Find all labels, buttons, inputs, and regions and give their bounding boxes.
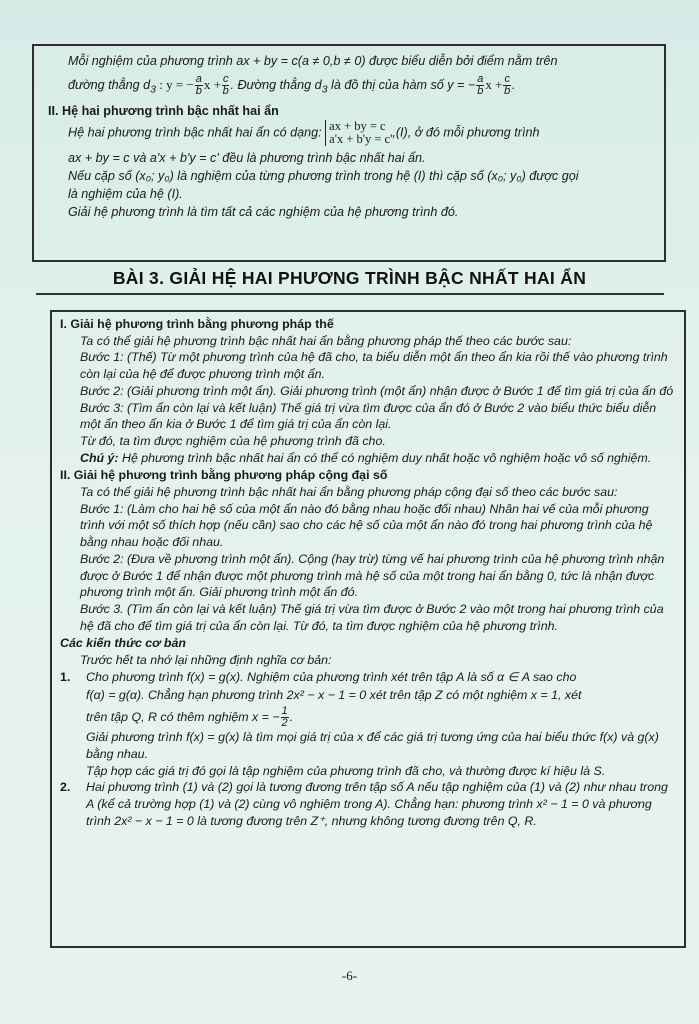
fraction-one-half: $\frac{1}{2}$ — [281, 705, 288, 730]
line-system-form: Hệ hai phương trình bậc nhất hai ẩn có dạng: ax + by = c a'x + b'y = c' ,(I), ở đó mỗi phương trình — [68, 119, 540, 147]
para-note: Chú ý: Hệ phương trình bậc nhất hai ẩn có thể có nghiệm duy nhất hoặc vô nghiệm hoặc vô số nghiệm. — [80, 450, 652, 465]
para-substitution-step1: Bước 1: (Thế) Từ một phương trình của hệ đã cho, ta biểu diễn một ẩn theo ẩn kia rồi thế vào phương trình còn lại của hệ để được phương trình một ẩn. — [80, 350, 668, 382]
line-solve-definition: Giải hệ phương trình là tìm tất cả các nghiệm của hệ phương trình đó. — [68, 205, 459, 220]
para-addition-step2: Bước 2: (Đưa về phương trình một ẩn). Cộng (hay trừ) từng vế hai phương trình của hệ phương trình nhận được ở Bước 1 để nhận được một phương trình mà hệ số của một trong hai ẩn bằng 0, tức là nhận được phương trình một ẩn. Giải phương trình một ẩn đó. — [80, 551, 665, 600]
item1-line3: trên tập Q, R có thêm nghiệm x = − $\frac{1}{2}$ . — [86, 705, 294, 730]
item2-text: Hai phương trình (1) và (2) gọi là tương đương trên tập số A nếu tập nghiệm của (1) và (2) như nhau trong A (kể cả trường hợp (1) và (2) cùng vô nghiệm trong A). Chẳng hạn: phương trình x² − 1 = 0 và phương trình 2x² − x − 1 = 0 là tương đương trên Z⁺, nhưng không tương đương trên Q, R. — [86, 780, 668, 828]
line-line-equation: đường thẳng $d_3$ : y = − $\frac{a}{b}$ x + $\frac{c}{b}$ . Đường thẳng $d_3$ là đồ thị của hàm số y = − $\frac{a}{b}$ x + $\frac{c}{b}$ . — [68, 73, 516, 97]
list-item-1: 1. Cho phương trình f(x) = g(x). Nghiệm của phương trình xét trên tập A là số α ∈ A sao cho f(α) = g(α). Chẳng hạn phương trình 2x² − x − 1 = 0 xét trên tập Z có một nghiệm x = 1, xét trên tập Q, R có thêm nghiệm x = − $\frac{1}{2}$ . Giải phương trình f(x) = g(x) là tìm mọi giá trị của x để các giá trị tương ứng của hai biểu thức f(x) và g(x) bằng nhau. Tập hợp các giá trị đó gọi là tập nghiệm của phương trình đã cho, và thường được kí hiệu là S. — [60, 669, 676, 780]
para-addition-step1: Bước 1: (Làm cho hai hệ số của một ẩn nào đó bằng nhau hoặc đối nhau) Nhân hai vế của mỗi phương trình với một số thích hợp (nếu cần) sao cho các hệ số của một ẩn nào đó trong hai phương trình của hệ bằng nhau hoặc đối nhau. — [80, 501, 653, 550]
lesson-content-box — [50, 310, 686, 948]
title-divider — [36, 293, 664, 295]
line-each-equation: ax + by = c và a'x + b'y = c' đều là phương trình bậc nhất hai ẩn. — [68, 151, 426, 166]
lesson-title: BÀI 3. GIẢI HỆ HAI PHƯƠNG TRÌNH BẬC NHẤT HAI ẨN — [112, 268, 587, 288]
para-addition-step3: Bước 3. (Tìm ẩn còn lại và kết luận) Thế giá trị vừa tìm được ở Bước 2 vào một trong hai phương trình của hệ đã cho để tìm giá trị của ẩn còn lại. Từ đó, ta tìm được nghiệm của hệ phương trình. — [80, 601, 664, 633]
line-solution-representation: Mỗi nghiệm của phương trình ax + by = c(a ≠ 0,b ≠ 0) được biểu diễn bởi điểm nằm trên — [68, 54, 558, 68]
page-number: -6- — [341, 968, 358, 983]
para-substitution-step3: Bước 3: (Tìm ẩn còn lại và kết luận) Thế giá trị vừa tìm được của ẩn đó ở Bước 2 vào biểu thức biểu diễn một ẩn theo ẩn kia ở Bước 1 để tìm giá trị của ẩn còn lại. — [80, 400, 657, 432]
para-substitution-conclusion: Từ đó, ta tìm được nghiệm của hệ phương trình đã cho. — [80, 433, 386, 448]
fraction-c-over-b-2: $\frac{c}{b}$ — [504, 73, 511, 97]
line-pair-solution: Nếu cặp số (x₀; y₀) là nghiệm của từng phương trình trong hệ (I) thì cặp số (x₀; y₀) được gọi — [68, 169, 579, 184]
fraction-c-over-b: $\frac{c}{b}$ — [222, 73, 229, 97]
fraction-a-over-b-2: $\frac{a}{b}$ — [477, 73, 484, 97]
section-heading-system: II. Hệ hai phương trình bậc nhất hai ẩn — [48, 104, 279, 119]
para-basic-intro: Trước hết ta nhớ lại những định nghĩa cơ bản: — [80, 653, 332, 668]
heading-addition-method: II. Giải hệ phương trình bằng phương pháp cộng đại số — [60, 468, 388, 483]
equation-system: ax + by = c a'x + b'y = c' — [325, 120, 392, 146]
item1-line4: Giải phương trình f(x) = g(x) là tìm mọi giá trị của x để các giá trị tương ứng của hai biểu thức f(x) và g(x) bằng nhau. — [86, 730, 659, 761]
heading-basic-knowledge: Các kiến thức cơ bản — [60, 636, 186, 651]
line-pair-solution-2: là nghiệm của hệ (I). — [68, 187, 183, 202]
heading-substitution-method: I. Giải hệ phương trình bằng phương pháp thế — [60, 317, 334, 331]
item1-line5: Tập hợp các giá trị đó gọi là tập nghiệm của phương trình đã cho, và thường được kí hiệu là S. — [86, 763, 606, 778]
list-item-2: 2. Hai phương trình (1) và (2) gọi là tương đương trên tập số A nếu tập nghiệm của (1) và (2) như nhau trong A (kể cả trường hợp (1) và (2) cùng vô nghiệm trong A). Chẳng hạn: phương trình x² − 1 = 0 và phương trình 2x² − x − 1 = 0 là tương đương trên Z⁺, nhưng không tương đương trên Q, R. — [60, 779, 676, 829]
item1-line1: Cho phương trình f(x) = g(x). Nghiệm của phương trình xét trên tập A là số α ∈ A sao cho — [86, 669, 577, 684]
para-substitution-intro: Ta có thể giải hệ phương trình bậc nhất hai ẩn bằng phương pháp thế theo các bước sau: — [80, 333, 572, 348]
para-substitution-step2: Bước 2: (Giải phương trình một ẩn). Giải phương trình (một ẩn) nhận được ở Bước 1 để tìm giá trị của ẩn đó — [80, 383, 674, 398]
para-addition-intro: Ta có thể giải hệ phương trình bậc nhất hai ẩn bằng phương pháp cộng đại số theo các bước sau: — [80, 485, 618, 500]
definition-box — [32, 44, 666, 262]
item1-line2: f(α) = g(α). Chẳng hạn phương trình 2x² − x − 1 = 0 xét trên tập Z có một nghiệm x = 1, xét — [86, 688, 582, 703]
fraction-a-over-b: $\frac{a}{b}$ — [195, 73, 202, 97]
